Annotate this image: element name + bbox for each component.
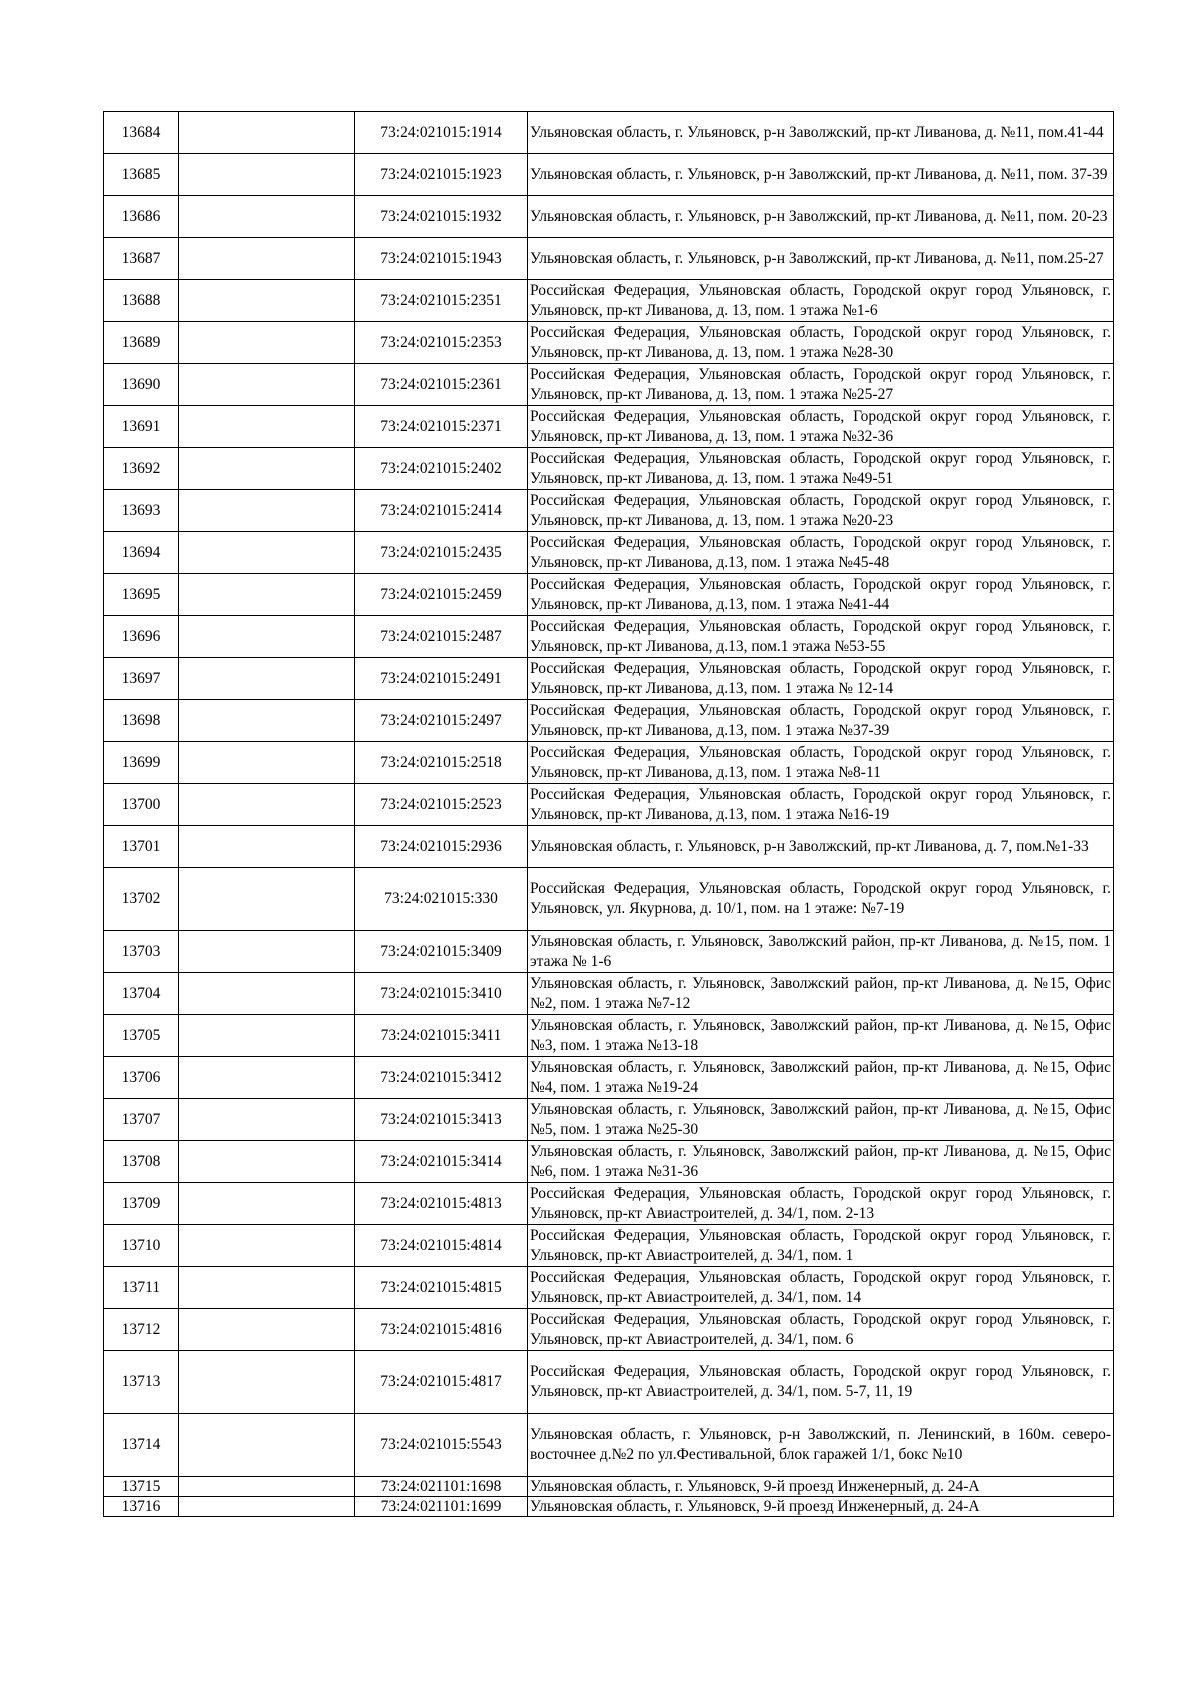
- cadastral-number-cell: 73:24:021015:2497: [355, 700, 528, 742]
- table-row: [104, 490, 1114, 532]
- table-row: [104, 784, 1114, 826]
- empty-cell: [179, 700, 355, 742]
- empty-cell: [179, 1183, 355, 1225]
- empty-cell: [179, 1309, 355, 1351]
- row-number-cell: 13707: [104, 1099, 179, 1141]
- cadastral-number-cell: 73:24:021015:2402: [355, 448, 528, 490]
- table-row: [104, 238, 1114, 280]
- empty-cell: [179, 406, 355, 448]
- empty-cell: [179, 742, 355, 784]
- empty-cell: [179, 532, 355, 574]
- table-row: [104, 700, 1114, 742]
- table-row: [104, 1015, 1114, 1057]
- cadastral-number-cell: 73:24:021015:1943: [355, 238, 528, 280]
- row-number-cell: 13688: [104, 280, 179, 322]
- address-cell: Ульяновская область, г. Ульяновск, Заволжский район, пр-кт Ливанова, д. №15, Офис №2, пом. 1 этажа №7-12: [528, 973, 1114, 1015]
- row-number-cell: 13706: [104, 1057, 179, 1099]
- cadastral-number-cell: 73:24:021015:330: [355, 868, 528, 931]
- row-number-cell: 13715: [104, 1477, 179, 1497]
- table-row: [104, 1225, 1114, 1267]
- address-cell: Ульяновская область, г. Ульяновск, Заволжский район, пр-кт Ливанова, д. №15, Офис №4, пом. 1 этажа №19-24: [528, 1057, 1114, 1099]
- cadastral-number-cell: 73:24:021015:3414: [355, 1141, 528, 1183]
- table-row: [104, 1497, 1114, 1517]
- table-row: [104, 1141, 1114, 1183]
- row-number-cell: 13689: [104, 322, 179, 364]
- empty-cell: [179, 1141, 355, 1183]
- address-cell: Российская Федерация, Ульяновская область, Городской округ город Ульяновск, г. Ульяновск, пр-кт Авиастроителей, д. 34/1, пом. 1: [528, 1225, 1114, 1267]
- row-number-cell: 13685: [104, 154, 179, 196]
- empty-cell: [179, 490, 355, 532]
- empty-cell: [179, 154, 355, 196]
- empty-cell: [179, 868, 355, 931]
- empty-cell: [179, 112, 355, 154]
- cadastral-number-cell: 73:24:021015:4814: [355, 1225, 528, 1267]
- table-row: [104, 1267, 1114, 1309]
- row-number-cell: 13694: [104, 532, 179, 574]
- cadastral-number-cell: 73:24:021015:2414: [355, 490, 528, 532]
- cadastral-number-cell: 73:24:021015:4815: [355, 1267, 528, 1309]
- table-row: [104, 574, 1114, 616]
- address-cell: Ульяновская область, г. Ульяновск, 9-й проезд Инженерный, д. 24-А: [528, 1477, 1114, 1497]
- row-number-cell: 13701: [104, 826, 179, 868]
- address-cell: Российская Федерация, Ульяновская область, Городской округ город Ульяновск, г. Ульяновск, пр-кт Ливанова, д. 13, пом. 1 этажа №25-27: [528, 364, 1114, 406]
- cadastral-number-cell: 73:24:021015:3409: [355, 931, 528, 973]
- row-number-cell: 13716: [104, 1497, 179, 1517]
- row-number-cell: 13692: [104, 448, 179, 490]
- row-number-cell: 13695: [104, 574, 179, 616]
- cadastral-number-cell: 73:24:021015:1914: [355, 112, 528, 154]
- address-cell: Ульяновская область, г. Ульяновск, Заволжский район, пр-кт Ливанова, д. №15, пом. 1 этажа № 1-6: [528, 931, 1114, 973]
- address-cell: Ульяновская область, г. Ульяновск, р-н Заволжский, пр-кт Ливанова, д. №11, пом. 37-39: [528, 154, 1114, 196]
- address-cell: Российская Федерация, Ульяновская область, Городской округ город Ульяновск, г. Ульяновск, пр-кт Ливанова, д.13, пом. 1 этажа №16-19: [528, 784, 1114, 826]
- row-number-cell: 13713: [104, 1351, 179, 1414]
- cadastral-number-cell: 73:24:021015:2518: [355, 742, 528, 784]
- address-cell: Российская Федерация, Ульяновская область, Городской округ город Ульяновск, г. Ульяновск, пр-кт Ливанова, д.13, пом. 1 этажа № 12-14: [528, 658, 1114, 700]
- empty-cell: [179, 364, 355, 406]
- cadastral-number-cell: 73:24:021015:2353: [355, 322, 528, 364]
- registry-table-body: [104, 112, 1114, 1517]
- cadastral-number-cell: 73:24:021015:2459: [355, 574, 528, 616]
- empty-cell: [179, 448, 355, 490]
- empty-cell: [179, 616, 355, 658]
- row-number-cell: 13709: [104, 1183, 179, 1225]
- table-row: [104, 868, 1114, 931]
- address-cell: Ульяновская область, г. Ульяновск, р-н Заволжский, пр-кт Ливанова, д. №11, пом. 20-23: [528, 196, 1114, 238]
- table-row: [104, 1057, 1114, 1099]
- address-cell: Российская Федерация, Ульяновская область, Городской округ город Ульяновск, г. Ульяновск, пр-кт Ливанова, д. 13, пом. 1 этажа №1-6: [528, 280, 1114, 322]
- address-cell: Ульяновская область, г. Ульяновск, 9-й проезд Инженерный, д. 24-А: [528, 1497, 1114, 1517]
- table-row: [104, 448, 1114, 490]
- cadastral-number-cell: 73:24:021015:2491: [355, 658, 528, 700]
- cadastral-number-cell: 73:24:021101:1698: [355, 1477, 528, 1497]
- address-cell: Российская Федерация, Ульяновская область, Городской округ город Ульяновск, г. Ульяновск, пр-кт Авиастроителей, д. 34/1, пом. 2-13: [528, 1183, 1114, 1225]
- empty-cell: [179, 1351, 355, 1414]
- row-number-cell: 13691: [104, 406, 179, 448]
- empty-cell: [179, 1497, 355, 1517]
- row-number-cell: 13693: [104, 490, 179, 532]
- cadastral-number-cell: 73:24:021015:3410: [355, 973, 528, 1015]
- table-row: [104, 616, 1114, 658]
- address-cell: Ульяновская область, г. Ульяновск, Заволжский район, пр-кт Ливанова, д. №15, Офис №3, пом. 1 этажа №13-18: [528, 1015, 1114, 1057]
- address-cell: Ульяновская область, г. Ульяновск, Заволжский район, пр-кт Ливанова, д. №15, Офис №5, пом. 1 этажа №25-30: [528, 1099, 1114, 1141]
- table-row: [104, 973, 1114, 1015]
- empty-cell: [179, 1267, 355, 1309]
- table-row: [104, 532, 1114, 574]
- table-row: [104, 826, 1114, 868]
- table-row: [104, 1309, 1114, 1351]
- address-cell: Российская Федерация, Ульяновская область, Городской округ город Ульяновск, г. Ульяновск, пр-кт Ливанова, д.13, пом.1 этажа №53-55: [528, 616, 1114, 658]
- empty-cell: [179, 826, 355, 868]
- row-number-cell: 13696: [104, 616, 179, 658]
- cadastral-number-cell: 73:24:021101:1699: [355, 1497, 528, 1517]
- table-row: [104, 154, 1114, 196]
- address-cell: Российская Федерация, Ульяновская область, Городской округ город Ульяновск, г. Ульяновск, пр-кт Авиастроителей, д. 34/1, пом. 6: [528, 1309, 1114, 1351]
- cadastral-number-cell: 73:24:021015:2351: [355, 280, 528, 322]
- address-cell: Российская Федерация, Ульяновская область, Городской округ город Ульяновск, г. Ульяновск, ул. Якурнова, д. 10/1, пом. на 1 этаже: №7-19: [528, 868, 1114, 931]
- row-number-cell: 13712: [104, 1309, 179, 1351]
- row-number-cell: 13704: [104, 973, 179, 1015]
- row-number-cell: 13702: [104, 868, 179, 931]
- cadastral-number-cell: 73:24:021015:4817: [355, 1351, 528, 1414]
- table-row: [104, 1183, 1114, 1225]
- cadastral-number-cell: 73:24:021015:1923: [355, 154, 528, 196]
- empty-cell: [179, 784, 355, 826]
- empty-cell: [179, 1099, 355, 1141]
- address-cell: Российская Федерация, Ульяновская область, Городской округ город Ульяновск, г. Ульяновск, пр-кт Ливанова, д. 13, пом. 1 этажа №20-23: [528, 490, 1114, 532]
- table-row: [104, 1351, 1114, 1414]
- empty-cell: [179, 973, 355, 1015]
- address-cell: Российская Федерация, Ульяновская область, Городской округ город Ульяновск, г. Ульяновск, пр-кт Ливанова, д. 13, пом. 1 этажа №32-36: [528, 406, 1114, 448]
- cadastral-number-cell: 73:24:021015:4813: [355, 1183, 528, 1225]
- cadastral-number-cell: 73:24:021015:2361: [355, 364, 528, 406]
- table-row: [104, 280, 1114, 322]
- row-number-cell: 13703: [104, 931, 179, 973]
- address-cell: Российская Федерация, Ульяновская область, Городской округ город Ульяновск, г. Ульяновск, пр-кт Ливанова, д.13, пом. 1 этажа №37-39: [528, 700, 1114, 742]
- cadastral-number-cell: 73:24:021015:2371: [355, 406, 528, 448]
- cadastral-number-cell: 73:24:021015:2936: [355, 826, 528, 868]
- row-number-cell: 13708: [104, 1141, 179, 1183]
- table-row: [104, 1099, 1114, 1141]
- empty-cell: [179, 658, 355, 700]
- row-number-cell: 13700: [104, 784, 179, 826]
- empty-cell: [179, 280, 355, 322]
- empty-cell: [179, 1414, 355, 1477]
- table-row: [104, 406, 1114, 448]
- empty-cell: [179, 1057, 355, 1099]
- cadastral-number-cell: 73:24:021015:3412: [355, 1057, 528, 1099]
- address-cell: Российская Федерация, Ульяновская область, Городской округ город Ульяновск, г. Ульяновск, пр-кт Ливанова, д.13, пом. 1 этажа №41-44: [528, 574, 1114, 616]
- row-number-cell: 13686: [104, 196, 179, 238]
- cadastral-number-cell: 73:24:021015:3413: [355, 1099, 528, 1141]
- empty-cell: [179, 1225, 355, 1267]
- table-row: [104, 742, 1114, 784]
- cadastral-number-cell: 73:24:021015:2523: [355, 784, 528, 826]
- empty-cell: [179, 1015, 355, 1057]
- cadastral-number-cell: 73:24:021015:4816: [355, 1309, 528, 1351]
- cadastral-number-cell: 73:24:021015:2435: [355, 532, 528, 574]
- property-registry-table: [103, 111, 1114, 1517]
- address-cell: Ульяновская область, г. Ульяновск, р-н Заволжский, пр-кт Ливанова, д. №11, пом.41-44: [528, 112, 1114, 154]
- empty-cell: [179, 931, 355, 973]
- empty-cell: [179, 574, 355, 616]
- row-number-cell: 13705: [104, 1015, 179, 1057]
- address-cell: Ульяновская область, г. Ульяновск, р-н Заволжский, пр-кт Ливанова, д. 7, пом.№1-33: [528, 826, 1114, 868]
- row-number-cell: 13684: [104, 112, 179, 154]
- address-cell: Российская Федерация, Ульяновская область, Городской округ город Ульяновск, г. Ульяновск, пр-кт Ливанова, д.13, пом. 1 этажа №8-11: [528, 742, 1114, 784]
- table-row: [104, 112, 1114, 154]
- address-cell: Ульяновская область, г. Ульяновск, Заволжский район, пр-кт Ливанова, д. №15, Офис №6, пом. 1 этажа №31-36: [528, 1141, 1114, 1183]
- row-number-cell: 13697: [104, 658, 179, 700]
- address-cell: Российская Федерация, Ульяновская область, Городской округ город Ульяновск, г. Ульяновск, пр-кт Авиастроителей, д. 34/1, пом. 14: [528, 1267, 1114, 1309]
- cadastral-number-cell: 73:24:021015:3411: [355, 1015, 528, 1057]
- table-row: [104, 1414, 1114, 1477]
- table-row: [104, 1477, 1114, 1497]
- table-row: [104, 364, 1114, 406]
- empty-cell: [179, 322, 355, 364]
- address-cell: Российская Федерация, Ульяновская область, Городской округ город Ульяновск, г. Ульяновск, пр-кт Авиастроителей, д. 34/1, пом. 5-7, 11, 19: [528, 1351, 1114, 1414]
- cadastral-number-cell: 73:24:021015:5543: [355, 1414, 528, 1477]
- row-number-cell: 13699: [104, 742, 179, 784]
- cadastral-number-cell: 73:24:021015:2487: [355, 616, 528, 658]
- table-row: [104, 322, 1114, 364]
- row-number-cell: 13710: [104, 1225, 179, 1267]
- empty-cell: [179, 238, 355, 280]
- row-number-cell: 13714: [104, 1414, 179, 1477]
- empty-cell: [179, 196, 355, 238]
- address-cell: Российская Федерация, Ульяновская область, Городской округ город Ульяновск, г. Ульяновск, пр-кт Ливанова, д.13, пом. 1 этажа №45-48: [528, 532, 1114, 574]
- table-row: [104, 196, 1114, 238]
- cadastral-number-cell: 73:24:021015:1932: [355, 196, 528, 238]
- row-number-cell: 13687: [104, 238, 179, 280]
- table-row: [104, 931, 1114, 973]
- address-cell: Ульяновская область, г. Ульяновск, р-н Заволжский, п. Ленинский, в 160м. северо-восточнее д.№2 по ул.Фестивальной, блок гаражей 1/1, бокс №10: [528, 1414, 1114, 1477]
- address-cell: Ульяновская область, г. Ульяновск, р-н Заволжский, пр-кт Ливанова, д. №11, пом.25-27: [528, 238, 1114, 280]
- empty-cell: [179, 1477, 355, 1497]
- row-number-cell: 13690: [104, 364, 179, 406]
- address-cell: Российская Федерация, Ульяновская область, Городской округ город Ульяновск, г. Ульяновск, пр-кт Ливанова, д. 13, пом. 1 этажа №28-30: [528, 322, 1114, 364]
- row-number-cell: 13698: [104, 700, 179, 742]
- table-row: [104, 658, 1114, 700]
- address-cell: Российская Федерация, Ульяновская область, Городской округ город Ульяновск, г. Ульяновск, пр-кт Ливанова, д. 13, пом. 1 этажа №49-51: [528, 448, 1114, 490]
- row-number-cell: 13711: [104, 1267, 179, 1309]
